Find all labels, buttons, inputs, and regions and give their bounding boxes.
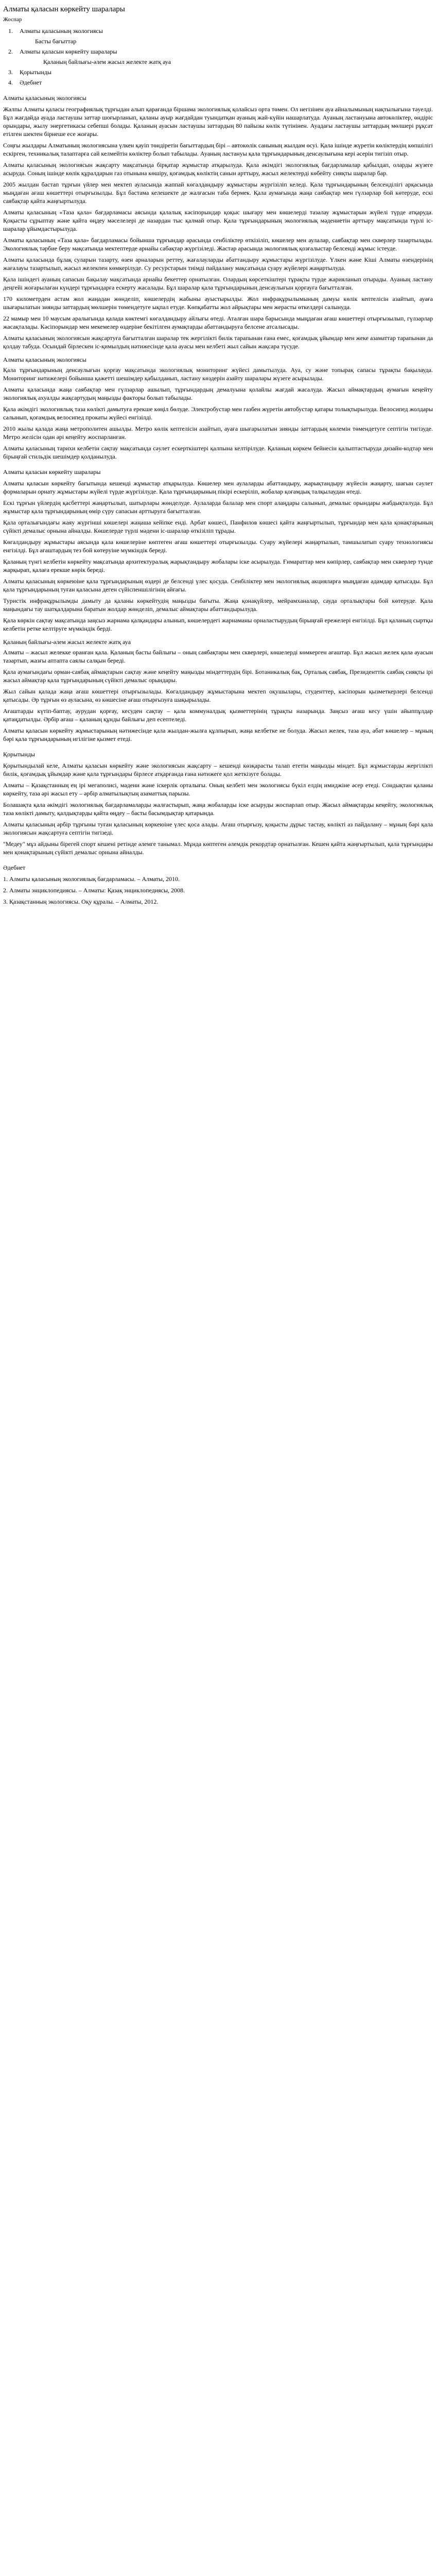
- section-1-note: Алматы қаласының экологиясы: [3, 356, 86, 363]
- table-of-contents: [3, 27, 433, 87]
- toc-item-text: Алматы қаласының экологиясы: [20, 27, 103, 35]
- toc-item: [3, 78, 433, 87]
- paragraph: Алматы – жасыл желекке оранған қала. Қаланың басты байлығы – оның саябақтары мен скверлері, көшелерді көмкерген ағаштар. Бұл жасыл желек қала ауасын тазартып, жазғы аптапта саялы салқын береді.: [3, 649, 433, 664]
- document-title: Алматы қаласын көркейту шаралары: [3, 5, 125, 13]
- paragraph: "Медеу" мұз айдыны бірегей спорт кешені ретінде әлемге танымал. Мұнда көптеген әлемдік рекордтар орнатылған. Кешен қайта жаңғыртылып, қала тұрғындары мен қонақтарының сүйікті демалыс орнына айналды.: [3, 840, 433, 856]
- paragraph: Алматы – Қазақстанның ең ірі мегаполисі, мәдени және іскерлік орталығы. Оның келбеті мен экологиясы бүкіл елдің имиджіне әсер етеді. Сондықтан қаланы көркейту, таза әрі жасыл ету – әрбір алматылықтың азаматтық парызы.: [3, 782, 433, 797]
- paragraph: Алматы қаласының көркеюіне қала тұрғындарының өздері де белсенді үлес қосуда. Сенбіліктер мен экологиялық акцияларға мыңдаған адамдар қатысады. Бұл қала тұрғындарының туған қаласына деген сүйіспеншілігінің айғағы.: [3, 578, 433, 593]
- paragraph: Болашақта қала әкімдігі экологиялық бағдарламаларды жалғастырып, жаңа жобаларды іске асыруды жоспарлап отыр. Жасыл аймақтарды кеңейту, экологиялық таза көлікті дамыту, қалдықтарды қайта өңдеу – басты басымдықтар қатарында.: [3, 801, 433, 817]
- paragraph: 2005 жылдан бастап тұрғын үйлер мен мектеп ауласында жаппай көгалдандыру жұмыстары жүргізіліп келеді. Қала тұрғындарының белсенділігі арқасында мыңдаған ағаш көшеттері отырғызылды. Бұл бастама келешекте де жалғасын таба бермек. Қала аумағында жаңа саябақтар мен гүлзарлар бой көтеруде, ескі саябақтар қайта жаңғыртылуда.: [3, 181, 433, 205]
- toc-item-text: Басты бағыттар: [35, 38, 77, 45]
- paragraph: 170 километрден астам жол жаңадан жөнделіп, көшелердің жабыны ауыстырылды. Жол инфрақұрылымының дамуы көлік кептелісін азайтып, ауаға шығарылатын зиянды заттардың мөлшерін төмендетуге ықпал етуде. Көпқабатты жол айрықтары мен жерасты өткелдері салынуда.: [3, 295, 433, 311]
- paragraph: Ескі тұрғын үйлердің қасбеттері жаңартылып, шатырлары жөнделуде. Аулаларда балалар мен спорт алаңдары салынып, демалыс орындары жабдықталуда. Бұл жұмыстар қала тұрғындарының өмір сүру сапасын арттыруға бағытталған.: [3, 499, 433, 515]
- toc-item-number: 3.: [8, 69, 13, 76]
- paragraph: Алматы қаласында жаңа саябақтар мен гүлзарлар ашылып, тұрғындардың демалуына қолайлы жағдай жасалуда. Жасыл аймақтардың аумағын кеңейту экологиялық ахуалды жақсартудың маңызды факторы болып табылады.: [3, 386, 433, 401]
- paragraph: Қорытындылай келе, Алматы қаласын көркейту және экологиясын жақсарту – кешенді көзқарасты талап ететін маңызды міндет. Бұл жұмыстарды жергілікті билік, қоғамдық ұйымдар және қала тұрғындары бірлесе атқарғанда ғана нәтижеге қол жеткізуге болады.: [3, 762, 433, 777]
- section-3-title: Қорытынды: [3, 751, 35, 758]
- section-2b-body: [3, 648, 433, 743]
- paragraph: Қала ішіндегі ауаның сапасын бақылау мақсатында арнайы бекеттер орнатылған. Олардың көрсеткіштері тұрақты түрде жарияланып отырады. Ауаның ластану деңгейі жоғарылаған күндері тұрғындарға ескерту жасалады. Бұл шаралар қала тұрғындарының денсаулығын қорғауға бағытталған.: [3, 276, 433, 291]
- reference-item: 2. Алматы энциклопедиясы. – Алматы: Қазақ энциклопедиясы, 2008.: [3, 887, 185, 894]
- paragraph: Алматы қаласының экологиясын жақсартуға бағытталған шаралар тек жергілікті билік тарапынан ғана емес, қоғамдық ұйымдар мен жеке азаматтар тарапынан да қолдау табуда. Осындай бірлескен іс-қимылдың нәтижесінде қала ауасы мен келбеті жыл сайын жақсара түсуде.: [3, 334, 433, 350]
- toc-item-text: Қаланың байлығы-әлем жасыл желекте жатқ ауа: [43, 58, 171, 65]
- toc-item: [3, 58, 433, 66]
- reference-item: 3. Қазақстанның экологиясы. Оқу құралы. – Алматы, 2012.: [3, 898, 159, 905]
- paragraph: Алматы қаласының әрбір тұрғыны туған қаласының көркеюіне үлес қоса алады. Ағаш отырғызу, қоқысты дұрыс тастау, көлікті аз пайдалану – мұның бәрі қала экологиясын жақсартуға септігін тигізеді.: [3, 821, 433, 836]
- references-list: [3, 875, 433, 906]
- toc-label: Жоспар: [3, 16, 22, 23]
- toc-item-text: Қорытынды: [20, 69, 51, 76]
- paragraph: Қала орталығындағы жаяу жүргінші көшелері жаңаша кейіпке енді. Арбат көшесі, Панфилов көшесі қайта жаңғыртылып, тұрғындар мен қала қонақтарының сүйікті демалыс орнына айналды. Көшелерде түрлі мәдени іс-шаралар өткізіліп тұрады.: [3, 519, 433, 534]
- paragraph: 22 мамыр мен 10 маусым аралығында қалада көктемгі көгалдандыру айлығы өтеді. Аталған шара барысында мыңдаған ағаш көшеттері отырғызылып, гүлзарлар жасақталады. Кәсіпорындар мен мекемелер өздеріне бекітілген аумақтарды абаттандыруға белсене атсалысады.: [3, 315, 433, 330]
- paragraph: Қала аумағындағы орман-саябақ аймақтарын сақтау және кеңейту маңызды міндеттердің бірі. Ботаникалық бақ, Орталық саябақ, Президенттік саябақ сияқты ірі жасыл аймақтар қала тұрғындарының сүйікті демалыс орындары.: [3, 668, 433, 684]
- toc-item-text: Әдебиет: [20, 79, 42, 86]
- toc-item: [3, 37, 433, 45]
- section-1-body: [3, 105, 433, 350]
- paragraph: Алматы қаласының «Таза қала» бағдарламасы аясында қалалық кәсіпорындар қоқыс шығару мен көшелерді тазалау жұмыстарын жүйелі түрде атқаруда. Қоқысты сұрыптау және қайта өңдеу мәселелері де назардан тыс қалмай отыр. Қала тұрғындарының экологиялық мәдениетін арттыру мақсатында түрлі іс-шаралар ұйымдастырылуда.: [3, 209, 433, 232]
- paragraph: Көгалдандыру жұмыстары аясында қала көшелеріне көптеген ағаш көшеттері отырғызылды. Суару жүйелері жаңартылып, тамшылатып суару технологиясы енгізілді. Бұл ағаштардың тез бой көтеруіне мүмкіндік береді.: [3, 538, 433, 554]
- paragraph: Алматы қаласының «Таза қала» бағдарламасы бойынша тұрғындар арасында сенбіліктер өткізіліп, көшелер мен аулалар, саябақтар мен скверлер тазартылады. Экологиялық тәрбие беру мақсатында мектептерде арнайы сабақтар жүргізіледі. Жастар арасында экологиялық қозғалыстар белсенді жұмыс істеуде.: [3, 236, 433, 252]
- paragraph: Туристік инфрақұрылымды дамыту да қаланы көркейтудің маңызды бағыты. Жаңа қонақүйлер, мейрамханалар, сауда орталықтары бой көтеруде. Қала маңындағы тау шатқалдарына баратын жолдар жөнделіп, демалыс аймақтары абаттандырылуда.: [3, 597, 433, 613]
- toc-item: [3, 27, 433, 35]
- toc-item: [3, 68, 433, 76]
- section-4-title: Әдебиет: [3, 864, 26, 871]
- paragraph: Алматы қаласында бұлақ суларын тазарту, өзен арналарын реттеу, жағалауларды абаттандыру жұмыстары жүргізілуде. Үлкен және Кіші Алматы өзендерінің жағалауы тазартылып, жасыл желекпен көмкерілуде. Су ресурстарын тиімді пайдалану мақсатында суару жүйелері жаңартылуда.: [3, 256, 433, 272]
- paragraph: Жалпы Алматы қаласы географиялық тұрғыдан алып қарағанда біршама экологиялық қолайсыз орта төмен. Ол негізінен ауа айналымының нақтылығына тәуелді. Бұл жағдайда ауада ластаушы заттар шоғырланып, қаланы ауыр жағдайдан туындатқан ауаның жай-күйін нашарлатуда. Ауаның ластануына автокөліктер, өндіріс орындары, жылу энергетикасы себепші болады. Қаланың ауасын ластаушы заттардың 80 пайызы көлік түтінінен. Ауадағы ластаушы заттардың мөлшері рұқсат етілген шектен бірнеше есе жоғары.: [3, 106, 433, 138]
- paragraph: Алматы қаласын көркейту жұмыстарының нәтижесінде қала жылдан-жылға құлпырып, жаңа келбетке ие болуда. Жасыл желек, таза ауа, абат көшелер – мұның бәрі қала тұрғындарының игілігіне қызмет етеді.: [3, 727, 433, 742]
- paragraph: Қаланың түнгі келбетін көркейту мақсатында архитектуралық жарықтандыру жобалары іске асырылуда. Ғимараттар мен көпірлер, саябақтар мен скверлер түнде жарқырап, қалаға ерекше көрік береді.: [3, 558, 433, 573]
- section-1-title: Алматы қаласының экологиясы: [3, 94, 86, 101]
- paragraph: Жыл сайын қалада жаңа ағаш көшеттері отырғызылады. Көгалдандыру жұмыстарына мектеп оқушылары, студенттер, кәсіпорын қызметкерлері белсенді қатысады. Әр тұрғын өз ауласына, өз көшесіне ағаш отырғызуға шақырылады.: [3, 688, 433, 703]
- paragraph: Қала көркін сақтау мақсатында заңсыз жарнама қалқандары алынып, көшелердегі жарнаманы орналастырудың бірыңғай ережелері енгізілді. Бұл қаланың сыртқы келбетін ретке келтіруге мүмкіндік берді.: [3, 617, 433, 632]
- toc-item-number: 4.: [8, 79, 13, 86]
- paragraph: Алматы қаласының тарихи келбетін сақтау мақсатында сәулет ескерткіштері қалпына келтірілуде. Қаланың көркем бейнесін қалыптастыруда дизайн-кодтар мен бірыңғай стильдік шешімдер қолданылуда.: [3, 445, 433, 460]
- section-1b-body: [3, 366, 433, 461]
- toc-item-number: 2.: [8, 48, 13, 55]
- document-page: [0, 0, 436, 919]
- paragraph: 2010 жылы қалада жаңа метрополитен ашылды. Метро көлік кептелісін азайтып, ауаға шығарылатын зиянды заттардың көлемін төмендетуге септігін тигізуде. Метро желісін одан әрі кеңейту жоспарланған.: [3, 425, 433, 440]
- section-2-body: [3, 479, 433, 633]
- toc-item-number: 1.: [8, 27, 13, 35]
- reference-item: 1. Алматы қаласының экологиялық бағдарламасы. – Алматы, 2010.: [3, 875, 180, 883]
- paragraph: Қала әкімдігі экологиялық таза көлікті дамытуға ерекше көңіл бөлуде. Электробустар мен газбен жүретін автобустар қатары толықтырылуда. Велосипед жолдары салынып, қоғамдық велосипед прокаты жүйесі енгізілді.: [3, 405, 433, 421]
- section-2-title: Алматы қаласын көркейту шаралары: [3, 468, 101, 476]
- section-2-subtitle: Қаланың байлығы-әлем жасыл желекте жатқ ауа: [3, 638, 131, 646]
- paragraph: Соңғы жылдары Алматының экологиясына үлкен қауіп төндіретін бағыттардың бірі – автокөлік санының жылдам өсуі. Қала ішінде жүретін көліктердің көпшілігі ескірген, техникалық талаптарға сай келмейтін көліктер болып табылады. Ауаның ластануы қала тұрғындарының денсаулығына кері әсерін тигізіп отыр.: [3, 142, 433, 157]
- toc-item-text: Алматы қаласын көркейту шаралары: [20, 48, 117, 55]
- paragraph: Ағаштарды күтіп-баптау, аурудан қорғау, кесуден сақтау – қала коммуналдық қызметтерінің тұрақты назарында. Заңсыз ағаш кесу үшін айыппұлдар қатаңдатылды. Әрбір ағаш – қаланың құнды байлығы деп есептеледі.: [3, 707, 433, 723]
- paragraph: Қала тұрғындарының денсаулығын қорғау мақсатында экологиялық мониторинг жүйесі дамытылуда. Ауа, су және топырақ сапасы тұрақты бақылауда. Мониторинг нәтижелері бойынша қажетті шешімдер қабылданып, ластану көздерін азайту шаралары жүзеге асырылады.: [3, 366, 433, 382]
- paragraph: Алматы қаласының экологиясын жақсарту мақсатында бірқатар жұмыстар атқарылуда. Қала әкімдігі экологиялық бағдарламалар қабылдап, оларды жүзеге асыруда. Соның ішінде көлік құралдарын газ отынына көшіру, қоғамдық көліктің санын арттыру, жасыл желектерді көбейту сияқты шаралар бар.: [3, 161, 433, 177]
- paragraph: Алматы қаласын көркейту бағытында кешенді жұмыстар атқарылуда. Көшелер мен аулаларды абаттандыру, жарықтандыру жүйесін жаңарту, шағын сәулет формаларын орнату жұмыстары жүйелі түрде жүргізілуде. Қала тұрғындарының пікірі ескеріліп, жобалар қоғамдық талқылаудан өтеді.: [3, 480, 433, 495]
- toc-item: [3, 47, 433, 56]
- section-3-body: [3, 761, 433, 856]
